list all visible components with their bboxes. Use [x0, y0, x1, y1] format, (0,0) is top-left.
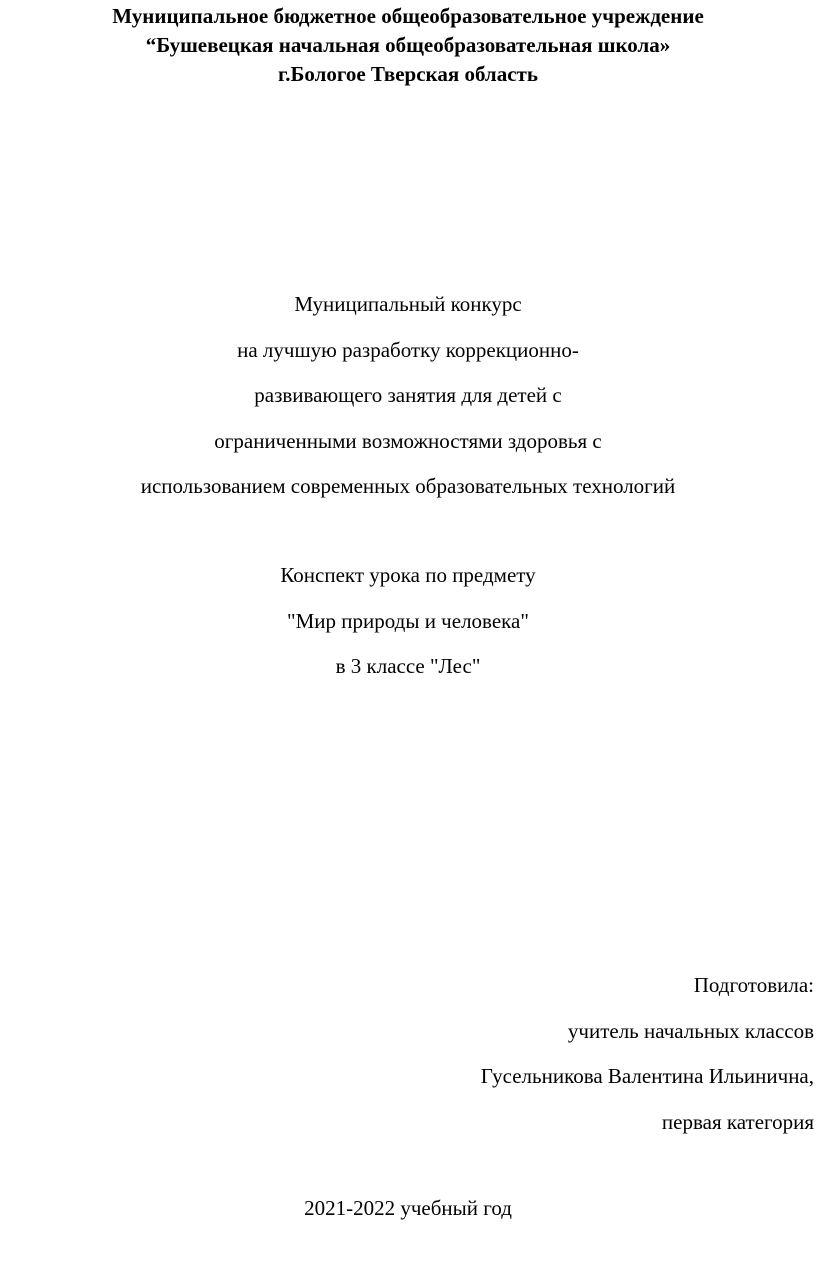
- author-position: учитель начальных классов: [567, 1018, 814, 1043]
- school-header-line-school-name: “Бушевецкая начальная общеобразовательная школа»: [145, 33, 671, 57]
- contest-line: использованием современных образовательных технологий: [140, 474, 676, 498]
- lesson-line: Конспект урока по предмету: [280, 563, 536, 587]
- author-name: Гусельникова Валентина Ильинична,: [480, 1064, 814, 1088]
- author-block: [481, 963, 814, 1145]
- lesson-line-grade-topic: в 3 классе "Лес": [335, 654, 481, 678]
- author-category: первая категория: [661, 1109, 814, 1134]
- academic-year: 2021-2022 учебный год: [304, 1196, 512, 1220]
- contest-line: развивающего занятия для детей с: [254, 383, 562, 407]
- school-header-line-location: г.Бологое Тверская область: [278, 62, 538, 86]
- school-header: [0, 2, 816, 89]
- contest-title-block: [0, 282, 816, 510]
- lesson-title-block: [0, 553, 816, 690]
- contest-line: Муниципальный конкурс: [294, 292, 522, 316]
- school-header-line-institution: Муниципальное бюджетное общеобразовательное учреждение: [112, 4, 704, 28]
- contest-line: на лучшую разработку коррекционно-: [237, 337, 579, 362]
- contest-line: ограниченными возможностями здоровья с: [214, 428, 602, 453]
- lesson-line-subject: "Мир природы и человека": [287, 608, 529, 633]
- author-prepared-by: Подготовила:: [693, 973, 814, 997]
